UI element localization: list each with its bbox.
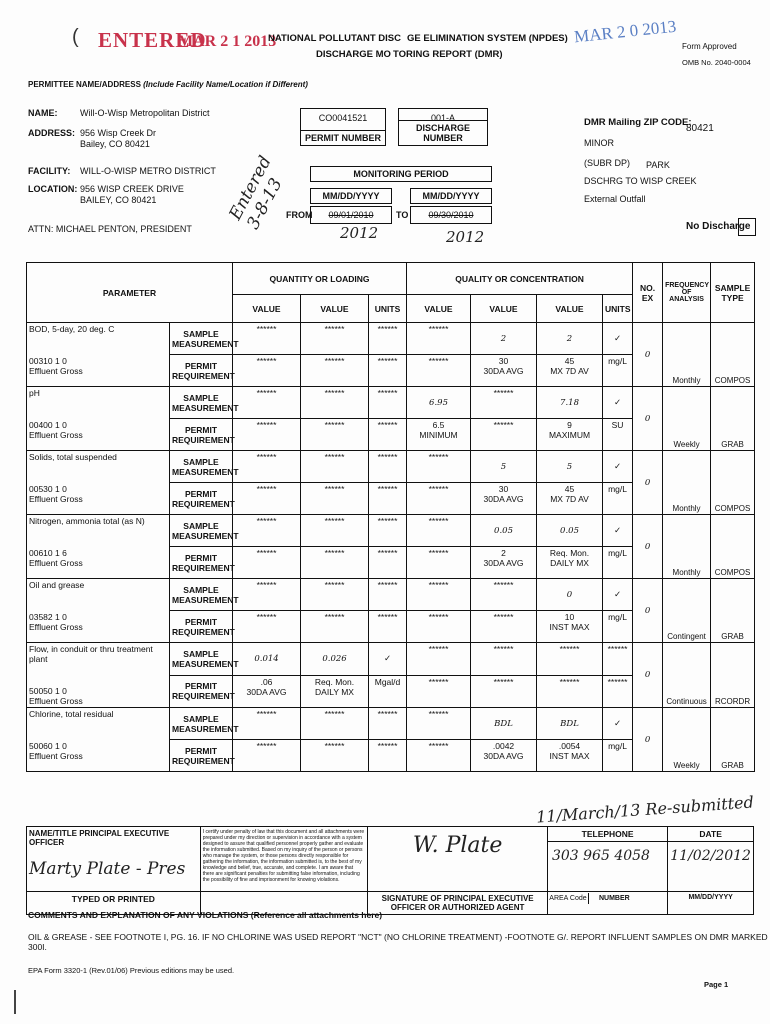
permit-qual1: ****** [407,740,471,772]
permit-qual-units: ****** [603,675,633,708]
date: 11/02/2012 [670,848,751,864]
parameter-cell [27,323,170,387]
qual-value1[interactable]: ****** [407,643,471,676]
qual-value3[interactable]: 7.18 [537,387,603,419]
form-footer: EPA Form 3320-1 (Rev.01/06) Previous editions may be used. [28,966,235,975]
permit-qual3: Req. Mon. DAILY MX [537,547,603,579]
permit-qual3: 45 MX 7D AV [537,483,603,515]
sample-measurement-label: SAMPLE MEASUREMENT [170,579,233,611]
signature: W. Plate [412,833,503,858]
qual-value1[interactable]: ****** [407,708,471,740]
qual-units[interactable]: ✓ [603,387,633,419]
date-label: DATE [668,827,753,842]
title-line2: DISCHARGE MO TORING REPORT (DMR) [316,49,503,60]
qty-units[interactable]: ✓ [369,643,407,676]
sample-measurement-label: SAMPLE MEASUREMENT [170,387,233,419]
qual-value1[interactable]: ****** [407,515,471,547]
qty-value2[interactable]: ****** [301,451,369,483]
permit-requirement-label: PERMIT REQUIREMENT [170,740,233,772]
permit-qty1: .06 30DA AVG [233,675,301,708]
permit-number-box [300,108,386,146]
permit-qual1: ****** [407,611,471,643]
qual-value2[interactable]: ****** [471,579,537,611]
parameter-sub: Effluent Gross [29,751,83,761]
col-qty-units: UNITS [369,295,407,323]
no-ex[interactable]: 0 [633,708,663,772]
permit-qual1: ****** [407,547,471,579]
parameter-sub: Effluent Gross [29,622,83,632]
external-outfall: External Outfall [584,194,646,204]
parameter-cell [27,451,170,515]
permit-qty2: ****** [301,483,369,515]
sample-type: GRAB [711,708,755,772]
permit-qty-units: ****** [369,547,407,579]
permit-number-label: PERMIT NUMBER [301,130,385,145]
qty-units[interactable]: ****** [369,708,407,740]
col-no-ex: NO. EX [633,263,663,323]
permit-qual2: .0042 30DA AVG [471,740,537,772]
entered-stamp: ENTERED [98,28,207,52]
facility-label: FACILITY: [28,166,71,176]
permit-qual1: 6.5 MINIMUM [407,419,471,451]
qual-value2[interactable]: 0.05 [471,515,537,547]
parameter-cell [27,515,170,579]
qty-units[interactable]: ****** [369,387,407,419]
no-ex[interactable]: 0 [633,643,663,708]
permit-qty2: ****** [301,611,369,643]
parameter-name: Chlorine, total residual [29,709,114,719]
name-value: Will-O-Wisp Metropolitan District [80,108,210,118]
no-ex[interactable]: 0 [633,515,663,579]
qty-value2[interactable]: 0.026 [301,643,369,676]
col-frequency: FREQUENCY OF ANALYSIS [663,263,711,323]
parameter-sub: Effluent Gross [29,696,83,706]
hand-year-from: 2012 [340,224,379,242]
permit-qty2: ****** [301,547,369,579]
to-label: TO [396,210,409,220]
frequency: Continuous [663,643,711,708]
qual-value3[interactable]: ****** [537,643,603,676]
entered-stamp-date: MAR 2 1 2013 [178,33,277,50]
number-label: NUMBER [598,895,630,902]
sample-type: GRAB [711,387,755,451]
permit-qual1: ****** [407,675,471,708]
signature-cell [368,827,548,892]
date-cell [668,827,754,892]
permit-qual2: ****** [471,611,537,643]
mailing-zip: 80421 [686,123,714,134]
area-code-label: AREA Code [548,893,589,904]
parameter-name: Flow, in conduit or thru treatment plant [29,644,153,664]
parameter-sub: Effluent Gross [29,558,83,568]
no-ex[interactable]: 0 [633,387,663,451]
permit-qty1: ****** [233,547,301,579]
qual-value2[interactable]: ****** [471,387,537,419]
qual-units[interactable]: ****** [603,643,633,676]
sample-measurement-label: SAMPLE MEASUREMENT [170,643,233,676]
officer-cell [27,827,201,892]
qty-value2[interactable]: ****** [301,387,369,419]
omb-number: OMB No. 2040-0004 [682,58,751,67]
permit-requirement-label: PERMIT REQUIREMENT [170,611,233,643]
qty-value1[interactable]: ****** [233,708,301,740]
monitoring-period-box [310,166,492,182]
qual-value2[interactable]: BDL [471,708,537,740]
address-line1: 956 Wisp Creek Dr [80,128,157,138]
parameter-code: 00310 1 0 [29,356,67,366]
permit-qual2: 30 30DA AVG [471,355,537,387]
margin-mark [14,990,16,1014]
permit-qty1: ****** [233,740,301,772]
parameter-cell [27,579,170,643]
parameter-name: Nitrogen, ammonia total (as N) [29,516,145,526]
qty-value2[interactable]: ****** [301,323,369,355]
permit-qty1: ****** [233,483,301,515]
qual-units[interactable]: ✓ [603,515,633,547]
location-line1: 956 WISP CREEK DRIVE [80,184,184,194]
signature-label: SIGNATURE OF PRINCIPAL EXECUTIVE OFFICER OR AUTHORIZED AGENT [368,892,548,915]
parameter-name: Oil and grease [29,580,85,590]
permit-qual-units: mg/L [603,483,633,515]
comments-label: COMMENTS AND EXPLANATION OF ANY VIOLATIONS (Reference all attachments here) [28,910,383,920]
qty-value2[interactable]: ****** [301,708,369,740]
parameter-name: BOD, 5-day, 20 deg. C [29,324,115,334]
parameter-sub: Effluent Gross [29,494,83,504]
title-line1: NATIONAL POLLUTANT DISC GE ELIMINATION SYSTEM (NPDES) [268,33,568,44]
phone: 303 965 4058 [551,848,650,864]
col-parameter: PARAMETER [27,263,233,323]
permit-qual-units: mg/L [603,355,633,387]
parameter-sub: Effluent Gross [29,430,83,440]
from-date: 09/01/2010 [310,206,392,224]
permit-requirement-label: PERMIT REQUIREMENT [170,675,233,708]
permit-requirement-label: PERMIT REQUIREMENT [170,483,233,515]
qual-value3[interactable]: 2 [537,323,603,355]
permit-qual2: 2 30DA AVG [471,547,537,579]
telephone-cell [547,827,667,892]
discharge-number-box [398,108,488,146]
signature-table [26,826,754,915]
permit-qty-units: ****** [369,419,407,451]
to-date: 09/30/2010 [410,206,492,224]
mmddyyyy-label: MM/DD/YYYY [668,892,754,915]
comments-text: OIL & GREASE - SEE FOOTNOTE I, PG. 16. IF NO CHLORINE WAS USED REPORT "NCT" (NO CHLORINE TREATMENT) -FOOTNOTE G/. REPORT INFLUENT SAMPLES ON DMR MARKED 300I. [28,932,768,952]
parameter-name: pH [29,388,40,398]
permit-requirement-label: PERMIT REQUIREMENT [170,547,233,579]
qty-value1[interactable]: ****** [233,323,301,355]
col-sample-type: SAMPLE TYPE [711,263,755,323]
parameter-code: 50050 1 0 [29,686,67,696]
qty-value1[interactable]: ****** [233,515,301,547]
attn: ATTN: MICHAEL PENTON, PRESIDENT [28,224,192,234]
qual-value2[interactable]: ****** [471,643,537,676]
permit-qty-units: ****** [369,611,407,643]
sample-row [27,323,755,355]
qual-value1[interactable]: ****** [407,323,471,355]
qual-value1[interactable]: ****** [407,451,471,483]
qual-value3[interactable]: 0 [537,579,603,611]
permit-qual-units: SU [603,419,633,451]
qual-value1[interactable]: 6.95 [407,387,471,419]
qual-value3[interactable]: 5 [537,451,603,483]
sample-row [27,387,755,419]
telephone-label: TELEPHONE [548,827,667,842]
subr: (SUBR DP) [584,158,631,168]
qual-units[interactable]: ✓ [603,451,633,483]
address-line2: Bailey, CO 80421 [80,139,150,149]
qty-value1[interactable]: 0.014 [233,643,301,676]
no-ex[interactable]: 0 [633,579,663,643]
qual-value2[interactable]: 2 [471,323,537,355]
permit-qty-units: ****** [369,483,407,515]
permit-qty-units: Mgal/d [369,675,407,708]
permit-number: CO0041521 [318,113,368,123]
frequency: Weekly [663,387,711,451]
permit-qual1: ****** [407,483,471,515]
sample-type: GRAB [711,579,755,643]
name-label: NAME: [28,108,58,118]
form-approved: Form Approved [682,42,737,51]
permittee-label: PERMITTEE NAME/ADDRESS (Include Facility Name/Location if Different) [28,80,308,89]
permit-qty1: ****** [233,419,301,451]
permit-qual-units: mg/L [603,740,633,772]
col-qty-value2: VALUE [301,295,369,323]
dschrg: DSCHRG TO WISP CREEK [584,176,697,186]
permit-qty-units: ****** [369,355,407,387]
qty-value1[interactable]: ****** [233,579,301,611]
parameter-cell [27,708,170,772]
parameter-cell [27,643,170,708]
frequency: Monthly [663,323,711,387]
qty-units[interactable]: ****** [369,579,407,611]
minor: MINOR [584,138,614,148]
sample-measurement-label: SAMPLE MEASUREMENT [170,515,233,547]
discharge-number: 001-A [430,113,456,123]
permit-qty2: ****** [301,740,369,772]
qual-value3[interactable]: 0.05 [537,515,603,547]
parameter-code: 03582 1 0 [29,612,67,622]
permit-qty2: Req. Mon. DAILY MX [301,675,369,708]
permit-qual3: .0054 INST MAX [537,740,603,772]
mailing-zip-label: DMR Mailing ZIP CODE: [584,117,692,128]
permit-qual3: 9 MAXIMUM [537,419,603,451]
col-qty-value1: VALUE [233,295,301,323]
qual-units[interactable]: ✓ [603,323,633,355]
sample-row [27,643,755,676]
permit-qty2: ****** [301,419,369,451]
discharge-number-label: DISCHARGE NUMBER [399,120,487,145]
mmdd-from-label: MM/DD/YYYY [310,188,392,204]
sample-type: COMPOS [711,515,755,579]
frequency: Monthly [663,451,711,515]
permit-qual2: 30 30DA AVG [471,483,537,515]
frequency: Contingent [663,579,711,643]
parameter-name: Solids, total suspended [29,452,117,462]
sample-measurement-label: SAMPLE MEASUREMENT [170,323,233,355]
permit-requirement-label: PERMIT REQUIREMENT [170,355,233,387]
certify-text: I certify under penalty of law that this document and all attachments were prepared under my direction or supervision in accordance with a system designed to assure that qualified personnel properly gather and evaluate the information submitted. Based on my inquiry of the person or persons who manage the system, or those persons directly responsible for gathering the information, the information submitted is, to the best of my knowledge and belief, true, accurate, and complete. I am aware that there are significant penalties for submitting false information, including the possibility of fine and imprisonment for knowing violations. [200,827,368,892]
page-number: Page 1 [704,980,729,989]
qty-units[interactable]: ****** [369,323,407,355]
qual-value3[interactable]: BDL [537,708,603,740]
area-number [547,892,667,915]
from-label: FROM [286,210,313,220]
parameter-sub: Effluent Gross [29,366,83,376]
facility-value: WILL-O-WISP METRO DISTRICT [80,166,216,176]
sample-row [27,708,755,740]
park: PARK [646,160,670,170]
qty-units[interactable]: ****** [369,515,407,547]
col-quantity: QUANTITY OR LOADING [233,263,407,295]
sample-type: RCORDR [711,643,755,708]
permit-qual3: ****** [537,675,603,708]
col-quality: QUALITY OR CONCENTRATION [407,263,633,295]
no-discharge-checkbox[interactable] [738,218,756,236]
address-label: ADDRESS: [28,128,76,138]
typed-label: TYPED OR PRINTED [27,892,201,915]
permit-qty2: ****** [301,355,369,387]
sample-row [27,515,755,547]
permit-qual2: ****** [471,419,537,451]
location-label: LOCATION: [28,184,78,194]
col-qual-value2: VALUE [471,295,537,323]
paren-left: ( [72,26,79,48]
sample-type: COMPOS [711,323,755,387]
col-qual-units: UNITS [603,295,633,323]
qual-units[interactable]: ✓ [603,708,633,740]
no-ex[interactable]: 0 [633,323,663,387]
sample-type: COMPOS [711,451,755,515]
permit-qty1: ****** [233,355,301,387]
permit-qual2: ****** [471,675,537,708]
permit-qty-units: ****** [369,740,407,772]
col-qual-value3: VALUE [537,295,603,323]
frequency: Weekly [663,708,711,772]
parameter-code: 50060 1 0 [29,741,67,751]
parameter-code: 00530 1 0 [29,484,67,494]
parameter-code: 00610 1 6 [29,548,67,558]
permit-qual3: 10 INST MAX [537,611,603,643]
qual-value1[interactable]: ****** [407,579,471,611]
qty-units[interactable]: ****** [369,451,407,483]
sample-measurement-label: SAMPLE MEASUREMENT [170,708,233,740]
permit-qual-units: mg/L [603,547,633,579]
qty-value2[interactable]: ****** [301,579,369,611]
no-discharge-label: No Discharge [686,221,751,232]
received-stamp: MAR 2 0 2013 [573,16,678,47]
monitoring-period-label: MONITORING PERIOD [353,169,449,179]
qual-units[interactable]: ✓ [603,579,633,611]
hand-year-to: 2012 [446,228,485,246]
col-qual-value1: VALUE [407,295,471,323]
officer-name: Marty Plate - Pres [29,859,186,879]
mmdd-to-label: MM/DD/YYYY [410,188,492,204]
permit-qty1: ****** [233,611,301,643]
parameter-table [26,262,755,772]
qual-value2[interactable]: 5 [471,451,537,483]
location-line2: BAILEY, CO 80421 [80,195,157,205]
permit-qual-units: mg/L [603,611,633,643]
permit-requirement-label: PERMIT REQUIREMENT [170,419,233,451]
no-ex[interactable]: 0 [633,451,663,515]
permit-qual1: ****** [407,355,471,387]
permit-qual3: 45 MX 7D AV [537,355,603,387]
officer-label: NAME/TITLE PRINCIPAL EXECUTIVE OFFICER [29,829,170,847]
sample-row [27,451,755,483]
sample-row [27,579,755,611]
resubmitted-note: 11/March/13 Re-submitted [535,792,755,827]
qty-value1[interactable]: ****** [233,387,301,419]
frequency: Monthly [663,515,711,579]
hand-entered-note: Entered 3-8-13 [225,152,287,233]
sample-measurement-label: SAMPLE MEASUREMENT [170,451,233,483]
parameter-code: 00400 1 0 [29,420,67,430]
qty-value2[interactable]: ****** [301,515,369,547]
parameter-cell [27,387,170,451]
qty-value1[interactable]: ****** [233,451,301,483]
